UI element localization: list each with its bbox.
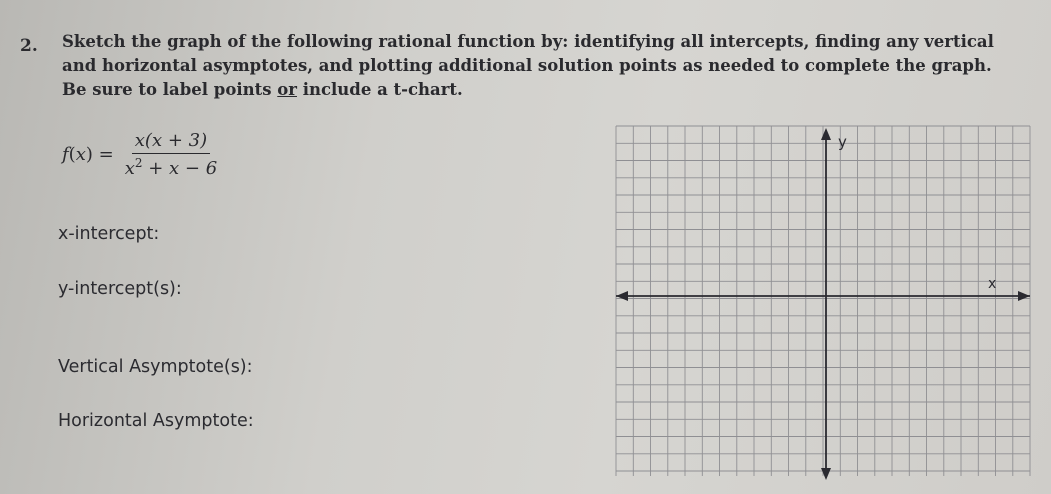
x-axis-label: x [988, 276, 997, 292]
graph-grid-svg [608, 118, 1038, 484]
function-name: f [62, 144, 69, 165]
y-axis-arrow-icon [821, 128, 831, 140]
denominator-rest: + x − 6 [148, 158, 218, 179]
instructions-line-1: Sketch the graph of the following rational function by: identifying all intercepts, finding any vertical [62, 32, 994, 51]
instructions-line-3-end: include a t-chart. [302, 80, 463, 99]
denominator-exponent: 2 [134, 156, 143, 170]
function-variable: x [75, 144, 86, 165]
x-axis-left-arrow-icon [616, 291, 628, 301]
instructions-line-3 [62, 78, 1027, 102]
x-axis-arrow-icon [1018, 291, 1030, 301]
instructions-or-underlined: or [277, 80, 297, 99]
graph-grid [608, 118, 1038, 484]
instructions-line-2: and horizontal asymptotes, and plotting additional solution points as needed to complete the graph. [62, 56, 992, 75]
function-denominator [122, 154, 220, 179]
horizontal-asymptote-label: Horizontal Asymptote: [58, 411, 254, 431]
y-axis-label: y [838, 133, 847, 151]
denominator-base: x [124, 158, 135, 179]
function-definition [62, 130, 220, 179]
grid-lines [616, 126, 1030, 476]
vertical-asymptote-label: Vertical Asymptote(s): [58, 357, 253, 377]
question-number: 2. [20, 36, 38, 56]
function-lhs: f(x) = [62, 144, 114, 165]
function-numerator: x(x + 3) [132, 130, 210, 154]
instructions-line-3-start: Be sure to label points [62, 80, 272, 99]
function-fraction [122, 130, 220, 179]
instructions-text [62, 30, 1027, 102]
y-intercept-label: y-intercept(s): [58, 279, 182, 299]
y-axis-down-arrow-icon [821, 468, 831, 480]
x-intercept-label: x-intercept: [58, 224, 160, 244]
